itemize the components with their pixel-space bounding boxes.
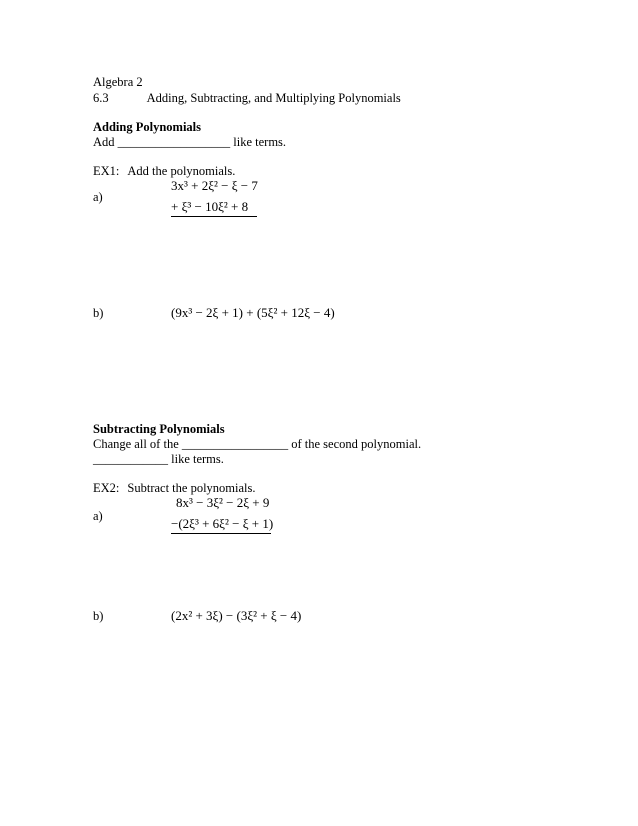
subtracting-instruction-1-blank: _________________ xyxy=(181,437,289,451)
subtracting-instruction-1-post: of the second polynomial. xyxy=(288,437,422,451)
adding-instruction xyxy=(93,135,286,150)
adding-heading: Adding Polynomials xyxy=(93,120,202,134)
ex2-text: Subtract the polynomials. xyxy=(127,481,256,495)
ex1-b-expression: (9x³ − 2ξ + 1) + (5ξ² + 12ξ − 4) xyxy=(171,305,335,320)
ex2-a-line1: 8x³ − 3ξ² − 2ξ + 9 xyxy=(176,495,270,510)
adding-instruction-pre: Add xyxy=(93,135,118,149)
ex2-a-line2: −(2ξ³ + 6ξ² − ξ + 1) xyxy=(171,516,271,534)
subtracting-instruction-1 xyxy=(93,437,421,452)
ex1-a-line1: 3x³ + 2ξ² − ξ − 7 xyxy=(171,178,258,193)
subtracting-heading: Subtracting Polynomials xyxy=(93,422,225,436)
section-title: Adding, Subtracting, and Multiplying Polynomials xyxy=(146,91,401,105)
subtracting-instruction-2-blank: ____________ xyxy=(93,452,168,466)
ex1-a-line2: + ξ³ − 10ξ² + 8 xyxy=(171,199,257,217)
ex2-a-label: a) xyxy=(93,509,103,523)
ex2-b-expression: (2x² + 3ξ) − (3ξ² + ξ − 4) xyxy=(171,608,302,623)
subtracting-instruction-1-pre: Change all of the xyxy=(93,437,182,451)
ex2-line xyxy=(93,481,256,496)
subtracting-instruction-2 xyxy=(93,452,224,467)
ex1-a-label: a) xyxy=(93,190,103,204)
section-heading xyxy=(93,91,401,106)
ex1-label: EX1: xyxy=(93,164,120,178)
adding-instruction-blank: __________________ xyxy=(117,135,231,149)
ex1-b-label: b) xyxy=(93,306,104,320)
ex1-line xyxy=(93,164,235,179)
ex2-label: EX2: xyxy=(93,481,120,495)
subtracting-instruction-2-post: like terms. xyxy=(168,452,224,466)
ex2-b-label: b) xyxy=(93,609,104,623)
adding-instruction-post: like terms. xyxy=(230,135,287,149)
section-number: 6.3 xyxy=(93,91,109,105)
course-title: Algebra 2 xyxy=(93,75,143,89)
ex1-text: Add the polynomials. xyxy=(127,164,236,178)
